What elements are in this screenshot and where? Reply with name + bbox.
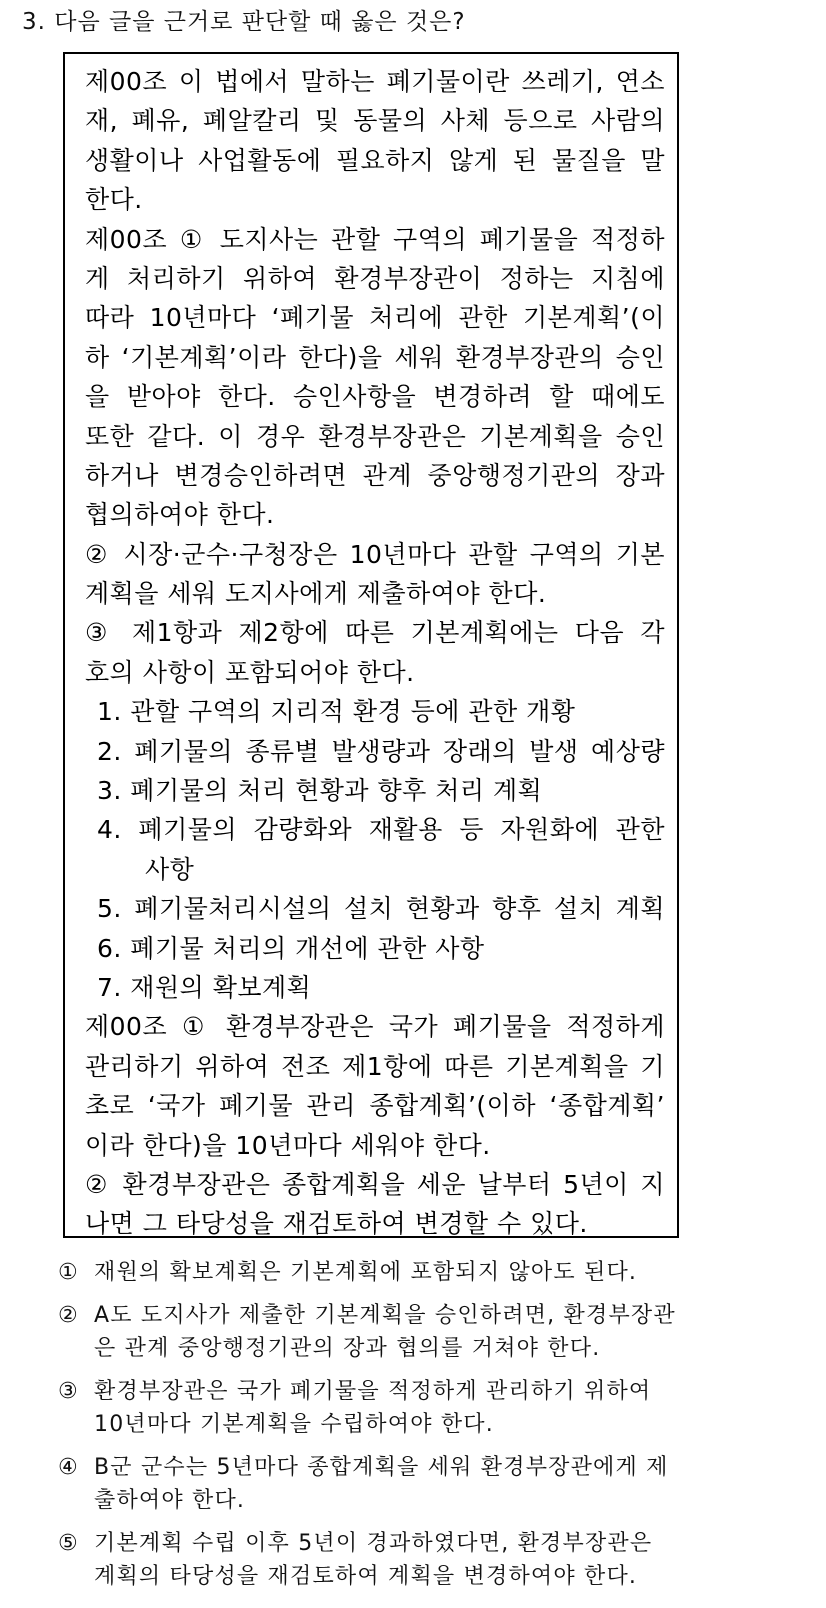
passage-line: 제00조 이 법에서 말하는 폐기물이란 쓰레기, 연소 (85, 67, 665, 96)
option-text-continuation: 은 관계 중앙행정기관의 장과 협의를 거쳐야 한다. (94, 1336, 601, 1361)
option-marker: ③ (58, 1379, 79, 1404)
passage-line: 따라 10년마다 ‘폐기물 처리에 관한 기본계획’(이 (85, 303, 665, 333)
passage-list-item: 2. 폐기물의 종류별 발생량과 장래의 발생 예상량 (97, 736, 665, 766)
option-marker: ④ (58, 1455, 79, 1480)
passage-list-item: 6. 폐기물 처리의 개선에 관한 사항 (97, 933, 485, 963)
option-text-continuation: 10년마다 기본계획을 수립하여야 한다. (94, 1412, 494, 1437)
answer-option-5[interactable] (58, 1527, 758, 1593)
passage-list-item: 5. 폐기물처리시설의 설치 현황과 향후 설치 계획 (97, 894, 665, 924)
passage-line: 생활이나 사업활동에 필요하지 않게 된 물질을 말 (85, 145, 665, 175)
passage-list-item: 7. 재원의 확보계획 (97, 972, 312, 1002)
passage-line: ③ 제1항과 제2항에 따른 기본계획에는 다음 각 (85, 618, 665, 648)
passage-line: 초로 ‘국가 폐기물 관리 종합계획’(이하 ‘종합계획’ (85, 1091, 665, 1121)
answer-option-2[interactable] (58, 1299, 758, 1365)
option-marker: ② (58, 1303, 79, 1328)
passage-line: 또한 같다. 이 경우 환경부장관은 기본계획을 승인 (85, 421, 665, 451)
passage-line: 나면 그 타당성을 재검토하여 변경할 수 있다. (85, 1209, 588, 1239)
passage-line: 제00조 ① 도지사는 관할 구역의 폐기물을 적정하 (85, 224, 665, 254)
option-text-continuation: 출하여야 한다. (94, 1488, 246, 1513)
passage-line: 관리하기 위하여 전조 제1항에 따른 기본계획을 기 (85, 1051, 665, 1081)
option-text: A도 도지사가 제출한 기본계획을 승인하려면, 환경부장관 (94, 1303, 676, 1328)
passage-line: 계획을 세워 도지사에게 제출하여야 한다. (85, 579, 547, 609)
law-passage-box (63, 52, 679, 1238)
passage-line: 게 처리하기 위하여 환경부장관이 정하는 지침에 (85, 263, 665, 293)
passage-line: 을 받아야 한다. 승인사항을 변경하려 할 때에도 (85, 382, 665, 412)
passage-line: 협의하여야 한다. (85, 500, 275, 530)
passage-list-item: 3. 폐기물의 처리 현황과 향후 처리 계획 (97, 776, 543, 806)
question-title: 3. 다음 글을 근거로 판단할 때 옳은 것은? (22, 9, 466, 35)
law-passage-text (85, 62, 665, 1244)
option-text: 재원의 확보계획은 기본계획에 포함되지 않아도 된다. (94, 1260, 638, 1285)
option-text-continuation: 계획의 타당성을 재검토하여 계획을 변경하여야 한다. (94, 1564, 638, 1589)
passage-line: 재, 폐유, 폐알칼리 및 동물의 사체 등으로 사람의 (85, 106, 665, 136)
passage-line: 호의 사항이 포함되어야 한다. (85, 657, 415, 687)
option-marker: ⑤ (58, 1531, 79, 1556)
option-text: 환경부장관은 국가 폐기물을 적정하게 관리하기 위하여 (94, 1379, 652, 1404)
passage-line: 이라 한다)을 10년마다 세워야 한다. (85, 1130, 491, 1160)
passage-line: ② 시장·군수·구청장은 10년마다 관할 구역의 기본 (85, 539, 665, 569)
passage-list-item: 1. 관할 구역의 지리적 환경 등에 관한 개황 (97, 697, 576, 727)
answer-option-4[interactable] (58, 1451, 758, 1517)
answer-options (58, 1256, 758, 1603)
option-text: B군 군수는 5년마다 종합계획을 세워 환경부장관에게 제 (94, 1455, 669, 1480)
option-marker: ① (58, 1260, 79, 1285)
passage-line: 한다. (85, 185, 143, 215)
passage-line: 하 ‘기본계획’이라 한다)을 세워 환경부장관의 승인 (85, 342, 665, 372)
passage-line: ② 환경부장관은 종합계획을 세운 날부터 5년이 지 (85, 1169, 665, 1199)
passage-line: 하거나 변경승인하려면 관계 중앙행정기관의 장과 (85, 460, 665, 490)
passage-list-item: 4. 폐기물의 감량화와 재활용 등 자원화에 관한 (97, 815, 665, 845)
answer-option-3[interactable] (58, 1375, 758, 1441)
passage-line: 제00조 ① 환경부장관은 국가 폐기물을 적정하게 (85, 1012, 665, 1042)
passage-list-item-continuation: 사항 (145, 854, 195, 884)
answer-option-1[interactable] (58, 1256, 758, 1289)
option-text: 기본계획 수립 이후 5년이 경과하였다면, 환경부장관은 (94, 1531, 653, 1556)
